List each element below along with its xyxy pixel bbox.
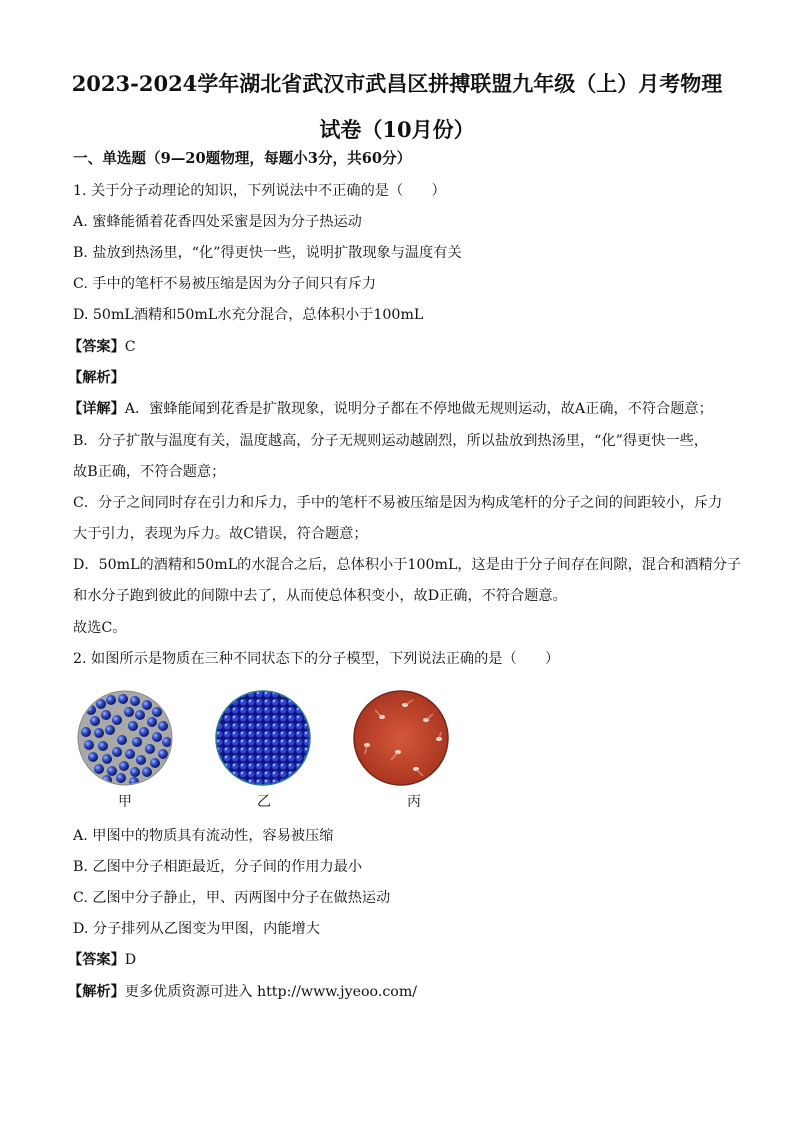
q2-option-d: D. 分子排列从乙图变为甲图，内能增大 (73, 921, 320, 937)
answer-value: D (124, 952, 137, 968)
q1-detail-line-0 (68, 399, 713, 419)
figure-label-yi: 乙 (257, 794, 271, 810)
q2-option-c: C. 乙图中分子静止，甲、丙两图中分子在做热运动 (73, 890, 391, 906)
q1-detail-line-6: 和水分子跑到彼此的间隙中去了，从而使总体积变小，故D正确，不符合题意。 (73, 588, 567, 604)
q2-analysis (68, 982, 417, 1002)
page-title-line1: 2023-2024学年湖北省武汉市武昌区拼搏联盟九年级（上）月考物理 (71, 71, 723, 96)
page-title-line2: 试卷（10月份） (319, 117, 475, 142)
q1-option-c: C. 手中的笔杆不易被压缩是因为分子间只有斥力 (73, 276, 377, 292)
q2-option-b: B. 乙图中分子相距最近，分子间的作用力最小 (73, 859, 363, 875)
q1-detail-line-3: C．分子之间同时存在引力和斥力，手中的笔杆不易被压缩是因为构成笔杆的分子之间的间距较小，斥力 (73, 495, 723, 511)
q1-analysis-tag: 【解析】 (68, 370, 125, 386)
q1-detail-line-1: B．分子扩散与温度有关，温度越高，分子无规则运动越剧烈，所以盐放到热汤里，“化”得更快一些， (73, 433, 708, 449)
figure-label-bing: 丙 (407, 794, 421, 810)
figure-label-jia: 甲 (118, 794, 132, 810)
q1-option-a: A. 蜜蜂能循着花香四处采蜜是因为分子热运动 (73, 214, 362, 230)
q2-answer (68, 950, 136, 970)
q1-detail-line-2: 故B正确，不符合题意； (73, 464, 226, 480)
analysis-tag: 【解析】 (68, 984, 125, 1000)
q1-answer (68, 337, 136, 357)
liquid-molecule-figure (77, 690, 173, 786)
q1-option-b: B. 盐放到热汤里，“化”得更快一些，说明扩散现象与温度有关 (73, 245, 462, 261)
answer-value: C (124, 339, 136, 355)
section-header: 一、单选题（9—20题物理，每题小3分，共60分） (73, 150, 412, 167)
detail-text: A．蜜蜂能闻到花香是扩散现象，说明分子都在不停地做无规则运动，故A正确，不符合题意； (124, 401, 713, 417)
q1-detail-line-7: 故选C。 (73, 620, 127, 636)
q1-stem: 1. 关于分子动理论的知识，下列说法中不正确的是（ ） (73, 183, 446, 199)
q2-stem: 2. 如图所示是物质在三种不同状态下的分子模型，下列说法正确的是（ ） (73, 651, 560, 667)
q1-detail-line-4: 大于引力，表现为斥力。故C错误，符合题意； (73, 526, 368, 542)
solid-molecule-figure (215, 690, 311, 786)
gas-molecule-figure (353, 690, 449, 786)
q2-option-a: A. 甲图中的物质具有流动性，容易被压缩 (73, 828, 334, 844)
q1-option-d: D. 50mL酒精和50mL水充分混合，总体积小于100mL (73, 307, 424, 323)
answer-tag: 【答案】 (68, 952, 125, 968)
resource-link[interactable]: 更多优质资源可进入 http://www.jyeoo.com/ (124, 984, 418, 1000)
q1-detail-line-5: D．50mL的酒精和50mL的水混合之后，总体积小于100mL，这是由于分子间存在间隙，混合和酒精分子 (73, 557, 742, 573)
detail-tag: 【详解】 (68, 401, 125, 417)
answer-tag: 【答案】 (68, 339, 125, 355)
